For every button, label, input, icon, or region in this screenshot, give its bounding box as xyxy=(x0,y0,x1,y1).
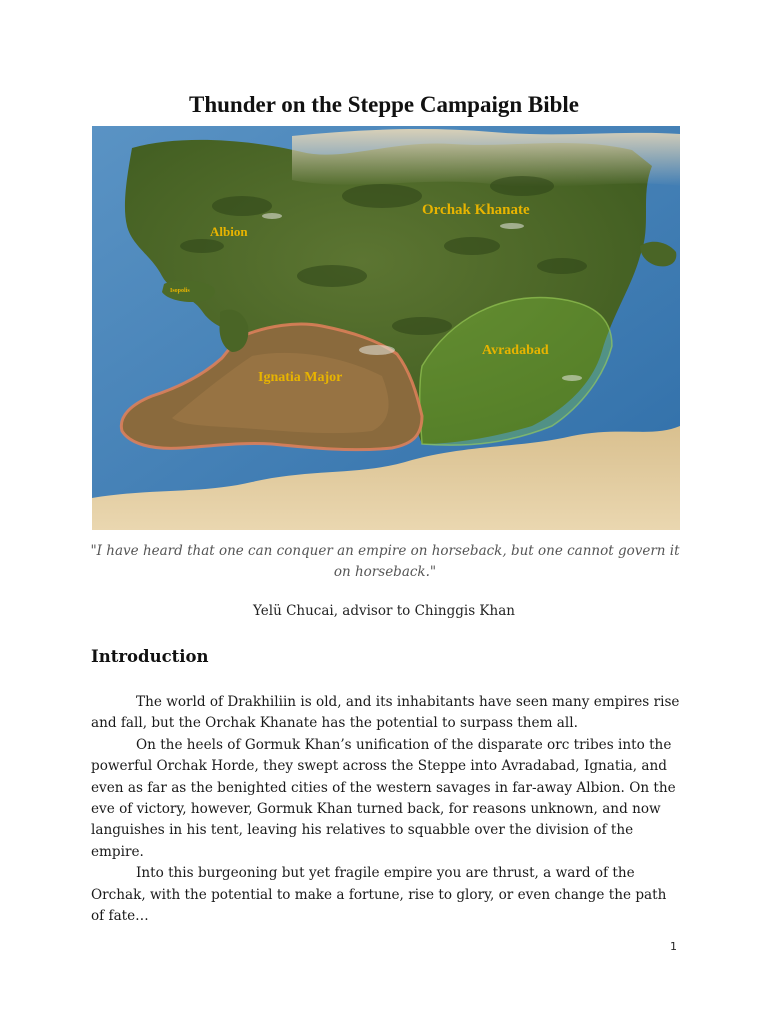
map-label-albion: Albion xyxy=(210,224,248,239)
page-number: 1 xyxy=(670,940,677,953)
map-label-ignatia: Ignatia Major xyxy=(258,370,343,385)
document-title: Thunder on the Steppe Campaign Bible xyxy=(188,92,580,117)
map-northern-snow xyxy=(292,129,680,187)
map-label-isopolis: Isopolis xyxy=(170,288,190,294)
campaign-map xyxy=(92,126,680,530)
introduction-body xyxy=(91,692,681,927)
epigraph-attribution: Yelü Chucai, advisor to Chinggis Khan xyxy=(253,603,515,619)
section-heading: Introduction xyxy=(91,647,209,666)
map-label-avradabad: Avradabad xyxy=(482,343,549,358)
paragraph: The world of Drakhiliin is old, and its inhabitants have seen many empires rise and fall, but the Orchak Khanate has the potential to surpass them all. xyxy=(91,694,680,732)
epigraph-quote: "I have heard that one can conquer an empire on horseback, but one cannot govern it on horseback." xyxy=(90,543,680,580)
paragraph: Into this burgeoning but yet fragile empire you are thrust, a ward of the Orchak, with the potential to make a fortune, rise to glory, or even change the path of fate… xyxy=(91,865,667,925)
paragraph: On the heels of Gormuk Khan’s unification of the disparate orc tribes into the powerful Orchak Horde, they swept across the Steppe into Avradabad, Ignatia, and even as far as the benighted cities of the western savages in far-away Albion. On the eve of victory, however, Gormuk Khan turned back, for reasons unknown, and now languishes in his tent, leaving his relatives to squabble over the division of the empire. xyxy=(91,736,676,860)
map-label-orchak: Orchak Khanate xyxy=(422,202,530,218)
